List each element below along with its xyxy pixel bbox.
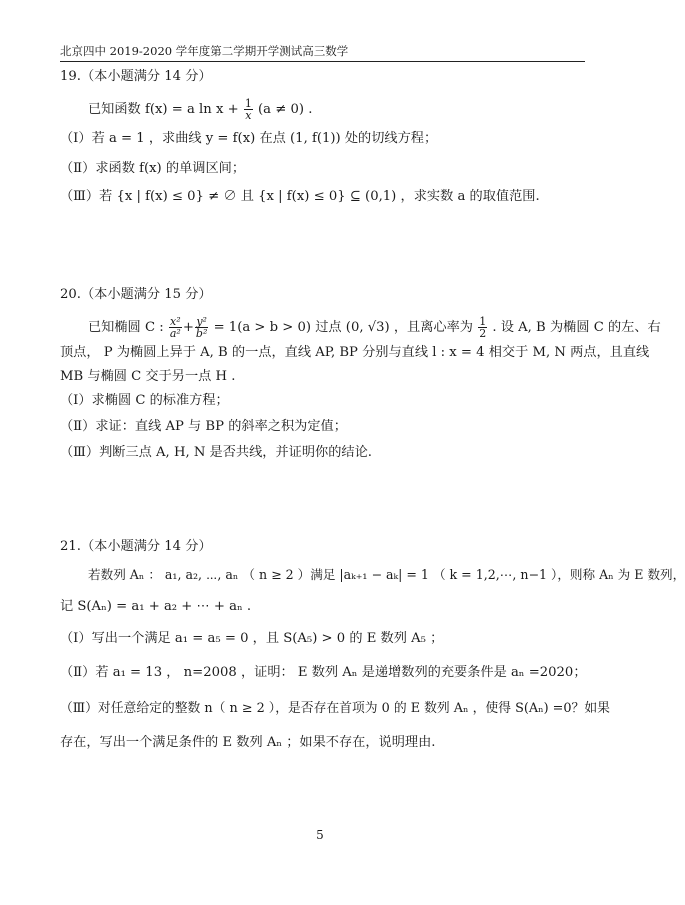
- q20-stem-line3: MB 与椭圆 C 交于另一点 H .: [60, 369, 236, 384]
- q20-stem-text-a: 已知椭圆 C :: [88, 320, 164, 335]
- q20-stem-text-c: . 设 A, B 为椭圆 C 的左、右: [492, 320, 661, 335]
- q20-stem-text-b: = 1(a > b > 0) 过点 (0, √3) ，且离心率为: [213, 320, 473, 335]
- q21-part1: （Ⅰ）写出一个满足 a₁ = a₅ = 0 ，且 S(A₅) > 0 的 E 数列 A₅ ；: [60, 631, 444, 646]
- q20-stem-line2: 顶点， P 为椭圆上异于 A, B 的一点，直线 AP, BP 分别与直线 l : x = 4 相交于 M, N 两点，且直线: [60, 345, 650, 360]
- q19-frac-den: x: [245, 109, 252, 122]
- q19-frac-num: 1: [244, 97, 252, 110]
- q19-stem: [88, 98, 312, 121]
- q20-plus: +: [182, 320, 194, 335]
- q21-stem-line1: 若数列 Aₙ ： a₁, a₂, ⋯, aₙ （ n ≥ 2 ）满足 |aₖ₊₁ − aₖ| = 1 （ k = 1,2,⋯, n−1 ），则称 Aₙ 为 E 数列，: [88, 567, 685, 582]
- q20-heading: 20.（本小题满分 15 分）: [60, 287, 212, 302]
- q20-part2: （Ⅱ）求证：直线 AP 与 BP 的斜率之积为定值；: [60, 419, 347, 434]
- q21-part2: （Ⅱ）若 a₁ = 13 ， n=2008 ，证明： E 数列 Aₙ 是递增数列的充要条件是 aₙ =2020；: [60, 665, 587, 680]
- q20-stem-line1: [88, 316, 661, 339]
- q21-heading: 21.（本小题满分 14 分）: [60, 539, 212, 554]
- q20-fraction-y: [195, 316, 208, 339]
- page-header: 北京四中 2019-2020 学年度第二学期开学测试高三数学: [60, 44, 585, 62]
- q20-fraction-e: [478, 316, 487, 339]
- q20-frac2-num: y²: [196, 315, 207, 328]
- q20-fraction-x: [169, 316, 182, 339]
- q21-stem-line2: 记 S(Aₙ) = a₁ + a₂ + ⋯ + aₙ .: [60, 599, 252, 614]
- q21-part3-line1: （Ⅲ）对任意给定的整数 n（ n ≥ 2 ），是否存在首项为 0 的 E 数列 Aₙ ，使得 S(Aₙ) =0？如果: [60, 701, 610, 716]
- q20-frac3-num: 1: [479, 315, 487, 328]
- q21-part3-line2: 存在，写出一个满足条件的 E 数列 Aₙ ；如果不存在，说明理由.: [60, 735, 436, 750]
- q19-part3: （Ⅲ）若 {x | f(x) ≤ 0} ≠ ∅ 且 {x | f(x) ≤ 0} ⊆ (0,1) ，求实数 a 的取值范围.: [60, 189, 540, 204]
- q19-fraction: [244, 98, 253, 121]
- q19-stem-text-b: (a ≠ 0) .: [258, 102, 313, 117]
- page-number: 5: [316, 828, 324, 842]
- q19-part2: （Ⅱ）求函数 f(x) 的单调区间；: [60, 161, 246, 176]
- q20-frac1-den: a²: [169, 327, 181, 340]
- q20-frac2-den: b²: [195, 327, 208, 340]
- q19-heading: 19.（本小题满分 14 分）: [60, 69, 212, 84]
- q19-stem-text-a: 已知函数 f(x) = a ln x +: [88, 102, 239, 117]
- q20-part1: （Ⅰ）求椭圆 C 的标准方程；: [60, 393, 229, 408]
- q20-part3: （Ⅲ）判断三点 A, H, N 是否共线，并证明你的结论.: [60, 445, 372, 460]
- q20-frac3-den: 2: [479, 327, 487, 340]
- q20-frac1-num: x²: [170, 315, 181, 328]
- q19-part1: （Ⅰ）若 a = 1 ，求曲线 y = f(x) 在点 (1, f(1)) 处的切线方程；: [60, 131, 438, 146]
